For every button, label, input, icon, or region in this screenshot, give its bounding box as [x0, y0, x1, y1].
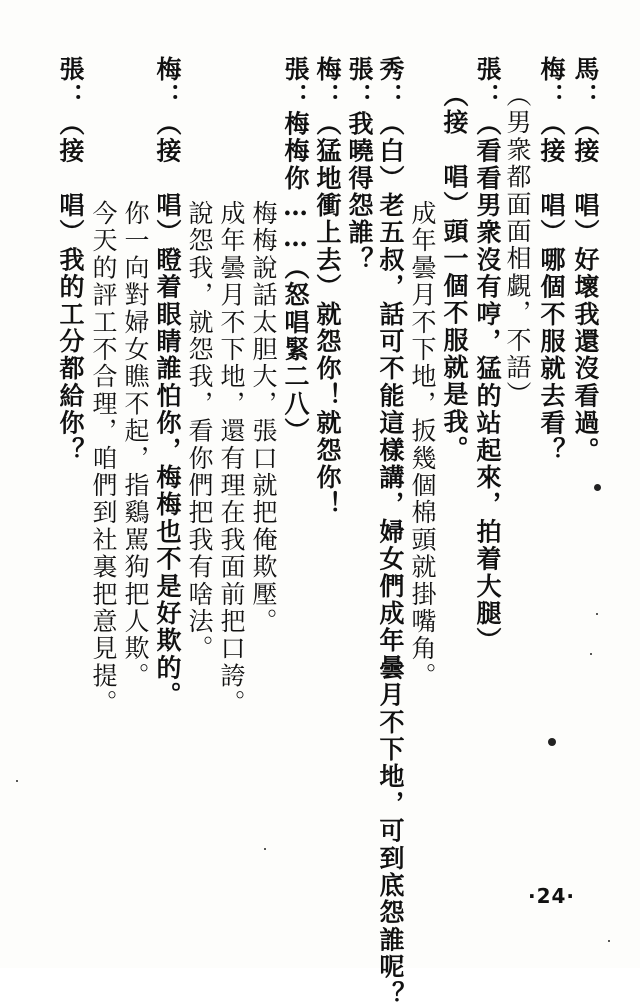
text-line-13: 說怨我，就怨我，看你們把我有啥法。 — [185, 200, 214, 663]
text-line-4: 張：（看看男衆沒有哼，猛的站起來，拍着大腿） — [473, 56, 502, 655]
text-line-11: 梅梅說話太胆大，張口就把俺欺壓。 — [249, 200, 278, 636]
ink-speck — [596, 613, 598, 615]
text-line-7: 秀：（白）老五叔，話可不能這樣講，婦女們成年曇月不下地，可到底怨誰呢？ — [376, 56, 405, 1008]
text-line-8: 張：我曉得怨誰？ — [345, 56, 374, 274]
ink-speck — [16, 780, 18, 782]
ink-speck — [264, 848, 266, 850]
text-line-1: 馬：（接 唱）好壞我還沒看過。 — [571, 56, 600, 464]
text-line-3: （男衆都面面相覷，不語） — [503, 82, 532, 409]
text-line-16: 今天的評工不合理，咱們到社裏把意見提。 — [89, 200, 118, 717]
text-line-14: 梅：（接 唱）瞪着眼睛誰怕你，梅梅也不是好欺的。 — [153, 56, 182, 709]
ink-speck — [608, 940, 610, 942]
ink-speck — [590, 653, 592, 655]
text-line-9: 梅：（猛地衝上去）就怨你！就怨你！ — [313, 56, 342, 519]
text-line-15: 你一向對婦女瞧不起，指鷄駡狗把人欺。 — [121, 200, 150, 690]
text-line-5: （接 唱）頭一個不服就是我。 — [440, 82, 469, 463]
text-line-10: 張：梅梅你……（怒唱緊二八） — [281, 56, 310, 445]
ink-speck — [548, 738, 556, 746]
text-line-12: 成年曇月不下地，還有理在我面前把口誇。 — [217, 200, 246, 717]
ink-speck — [594, 484, 601, 491]
text-line-17: 張：（接 唱）我的工分都給你？ — [56, 56, 85, 464]
page-number: ·24· — [528, 884, 576, 908]
text-line-2: 梅：（接 唱）哪個不服就去看？ — [537, 56, 566, 464]
text-line-6: 成年曇月不下地，扳幾個棉頭就掛嘴角。 — [408, 200, 437, 690]
